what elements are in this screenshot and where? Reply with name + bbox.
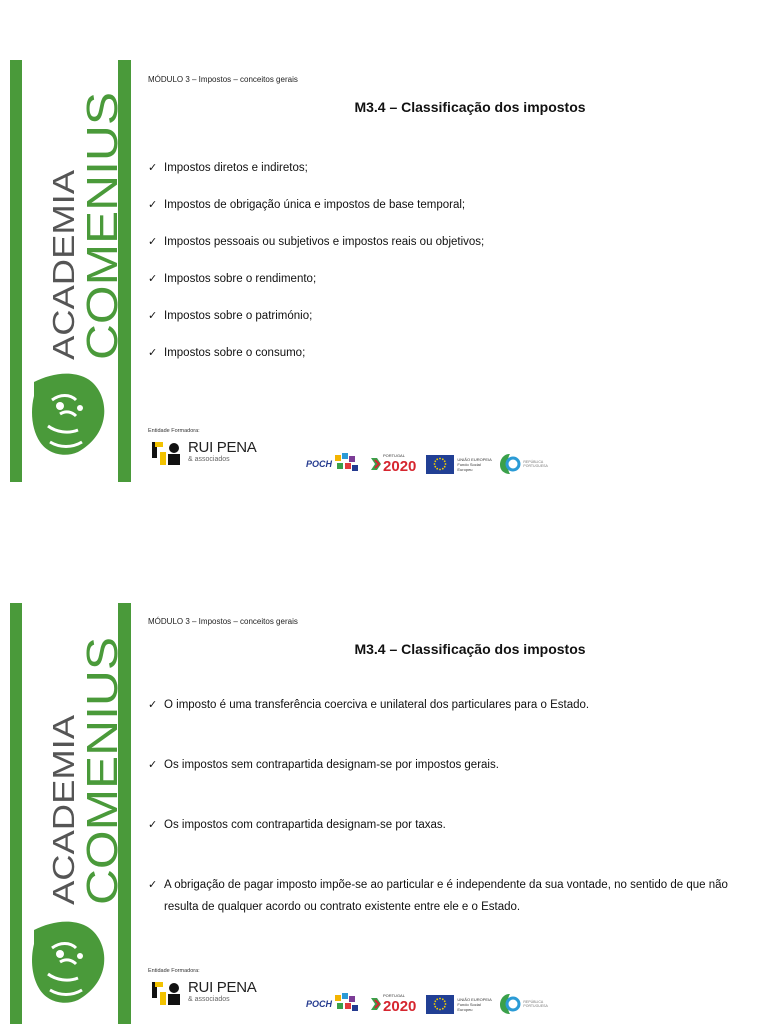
rui-pena-sub: & associados [188, 456, 230, 463]
republica-portuguesa-logo [499, 452, 547, 476]
bullet-text: Impostos de obrigação única e impostos de base temporal; [164, 199, 466, 211]
eu-flag-icon [426, 995, 454, 1014]
rui-pena-sub: & associados [188, 996, 230, 1003]
check-icon: ✓ [148, 273, 158, 285]
check-icon: ✓ [148, 699, 158, 711]
rui-pena-logo [152, 980, 256, 1006]
rui-pena-logo [152, 440, 256, 466]
entity-label: Entidade Formadora: [148, 968, 200, 974]
check-icon: ✓ [148, 162, 158, 174]
bullet-item [148, 754, 740, 776]
portugal-2020-mark-icon [369, 456, 383, 472]
republica-text: REPÚBLICA PORTUGUESA [523, 460, 548, 468]
entity-label: Entidade Formadora: [148, 428, 200, 434]
check-icon: ✓ [148, 819, 158, 831]
bullet-text: Os impostos sem contrapartida designam-se por impostos gerais. [164, 759, 499, 771]
bullet-text: Impostos diretos e indiretos; [164, 162, 308, 174]
rui-pena-logo-icon [152, 440, 184, 466]
bullet-list [148, 694, 740, 956]
rui-pena-logo-icon [152, 980, 184, 1006]
bullet-item [148, 157, 740, 179]
funding-logos [306, 452, 547, 476]
brand-bar-left [10, 60, 22, 482]
bullet-text: Impostos sobre o consumo; [164, 347, 306, 359]
slide-content [140, 600, 760, 1024]
bullet-text: O imposto é uma transferência coerciva e unilateral dos particulares para o Estado. [164, 699, 590, 711]
comenius-face-icon [30, 908, 110, 1028]
check-icon: ✓ [148, 879, 158, 891]
brand-line2: COMENIUS [78, 667, 127, 905]
bullet-text: Impostos sobre o património; [164, 310, 313, 322]
slide-title: M3.4 – Classificação dos impostos [354, 99, 586, 115]
check-icon: ✓ [148, 759, 158, 771]
check-icon: ✓ [148, 199, 158, 211]
brand-line1: ACADEMIA [46, 198, 81, 360]
slide-footer [148, 428, 760, 475]
bullet-item [148, 231, 740, 253]
funding-logos [306, 992, 547, 1016]
bullet-text: Impostos pessoais ou subjetivos e impostos reais ou objetivos; [164, 236, 485, 248]
academia-comenius-logo [22, 60, 127, 360]
poch-logo: POCH [306, 999, 333, 1009]
poch-mosaic-icon [335, 453, 359, 475]
brand-line1: ACADEMIA [46, 743, 81, 905]
bullet-item [148, 694, 740, 716]
comenius-face-icon [30, 360, 110, 480]
portugal-2020-logo [369, 453, 416, 476]
rui-pena-name: RUI PENA [188, 439, 257, 456]
eu-text: UNIÃO EUROPEIA Fundo Social Europeu [457, 996, 492, 1012]
slide-footer [148, 968, 760, 1015]
check-icon: ✓ [148, 236, 158, 248]
bullet-item [148, 305, 740, 327]
poch-mosaic-icon [335, 993, 359, 1015]
poch-logo: POCH [306, 459, 333, 469]
brand-bar-left [10, 603, 22, 1024]
slide-2 [0, 600, 768, 1024]
bullet-item [148, 194, 740, 216]
eu-flag-icon [426, 455, 454, 474]
bullet-text: Os impostos com contrapartida designam-se por taxas. [164, 819, 446, 831]
p2020-text: 2020 [383, 997, 417, 1015]
republica-mark-icon [499, 992, 521, 1016]
brand-line2: COMENIUS [78, 122, 127, 360]
republica-portuguesa-logo [499, 992, 547, 1016]
bullet-text: A obrigação de pagar imposto impõe-se ao particular e é independente da sua vontade, no sentido de que não resulta de qualquer acordo ou contrato existente entre ele e o Estado. [164, 879, 728, 913]
module-label: MÓDULO 3 – Impostos – conceitos gerais [148, 75, 298, 84]
republica-text: REPÚBLICA PORTUGUESA [523, 1000, 548, 1008]
portugal-label: PORTUGAL [383, 452, 405, 458]
module-label: MÓDULO 3 – Impostos – conceitos gerais [148, 617, 298, 626]
eu-text: UNIÃO EUROPEIA Fundo Social Europeu [457, 456, 492, 472]
p2020-text: 2020 [383, 457, 417, 475]
bullet-item [148, 814, 740, 836]
bullet-item [148, 342, 740, 364]
slide-title: M3.4 – Classificação dos impostos [354, 641, 586, 657]
check-icon: ✓ [148, 347, 158, 359]
portugal-label: PORTUGAL [383, 992, 405, 998]
rui-pena-name: RUI PENA [188, 979, 257, 996]
portugal-2020-mark-icon [369, 996, 383, 1012]
academia-comenius-logo [22, 605, 127, 905]
republica-mark-icon [499, 452, 521, 476]
portugal-2020-logo [369, 993, 416, 1016]
bullet-text: Impostos sobre o rendimento; [164, 273, 317, 285]
check-icon: ✓ [148, 310, 158, 322]
slide-content [140, 55, 760, 487]
bullet-item [148, 268, 740, 290]
bullet-list [148, 157, 740, 379]
bullet-item [148, 874, 740, 918]
slide-1 [0, 55, 768, 487]
